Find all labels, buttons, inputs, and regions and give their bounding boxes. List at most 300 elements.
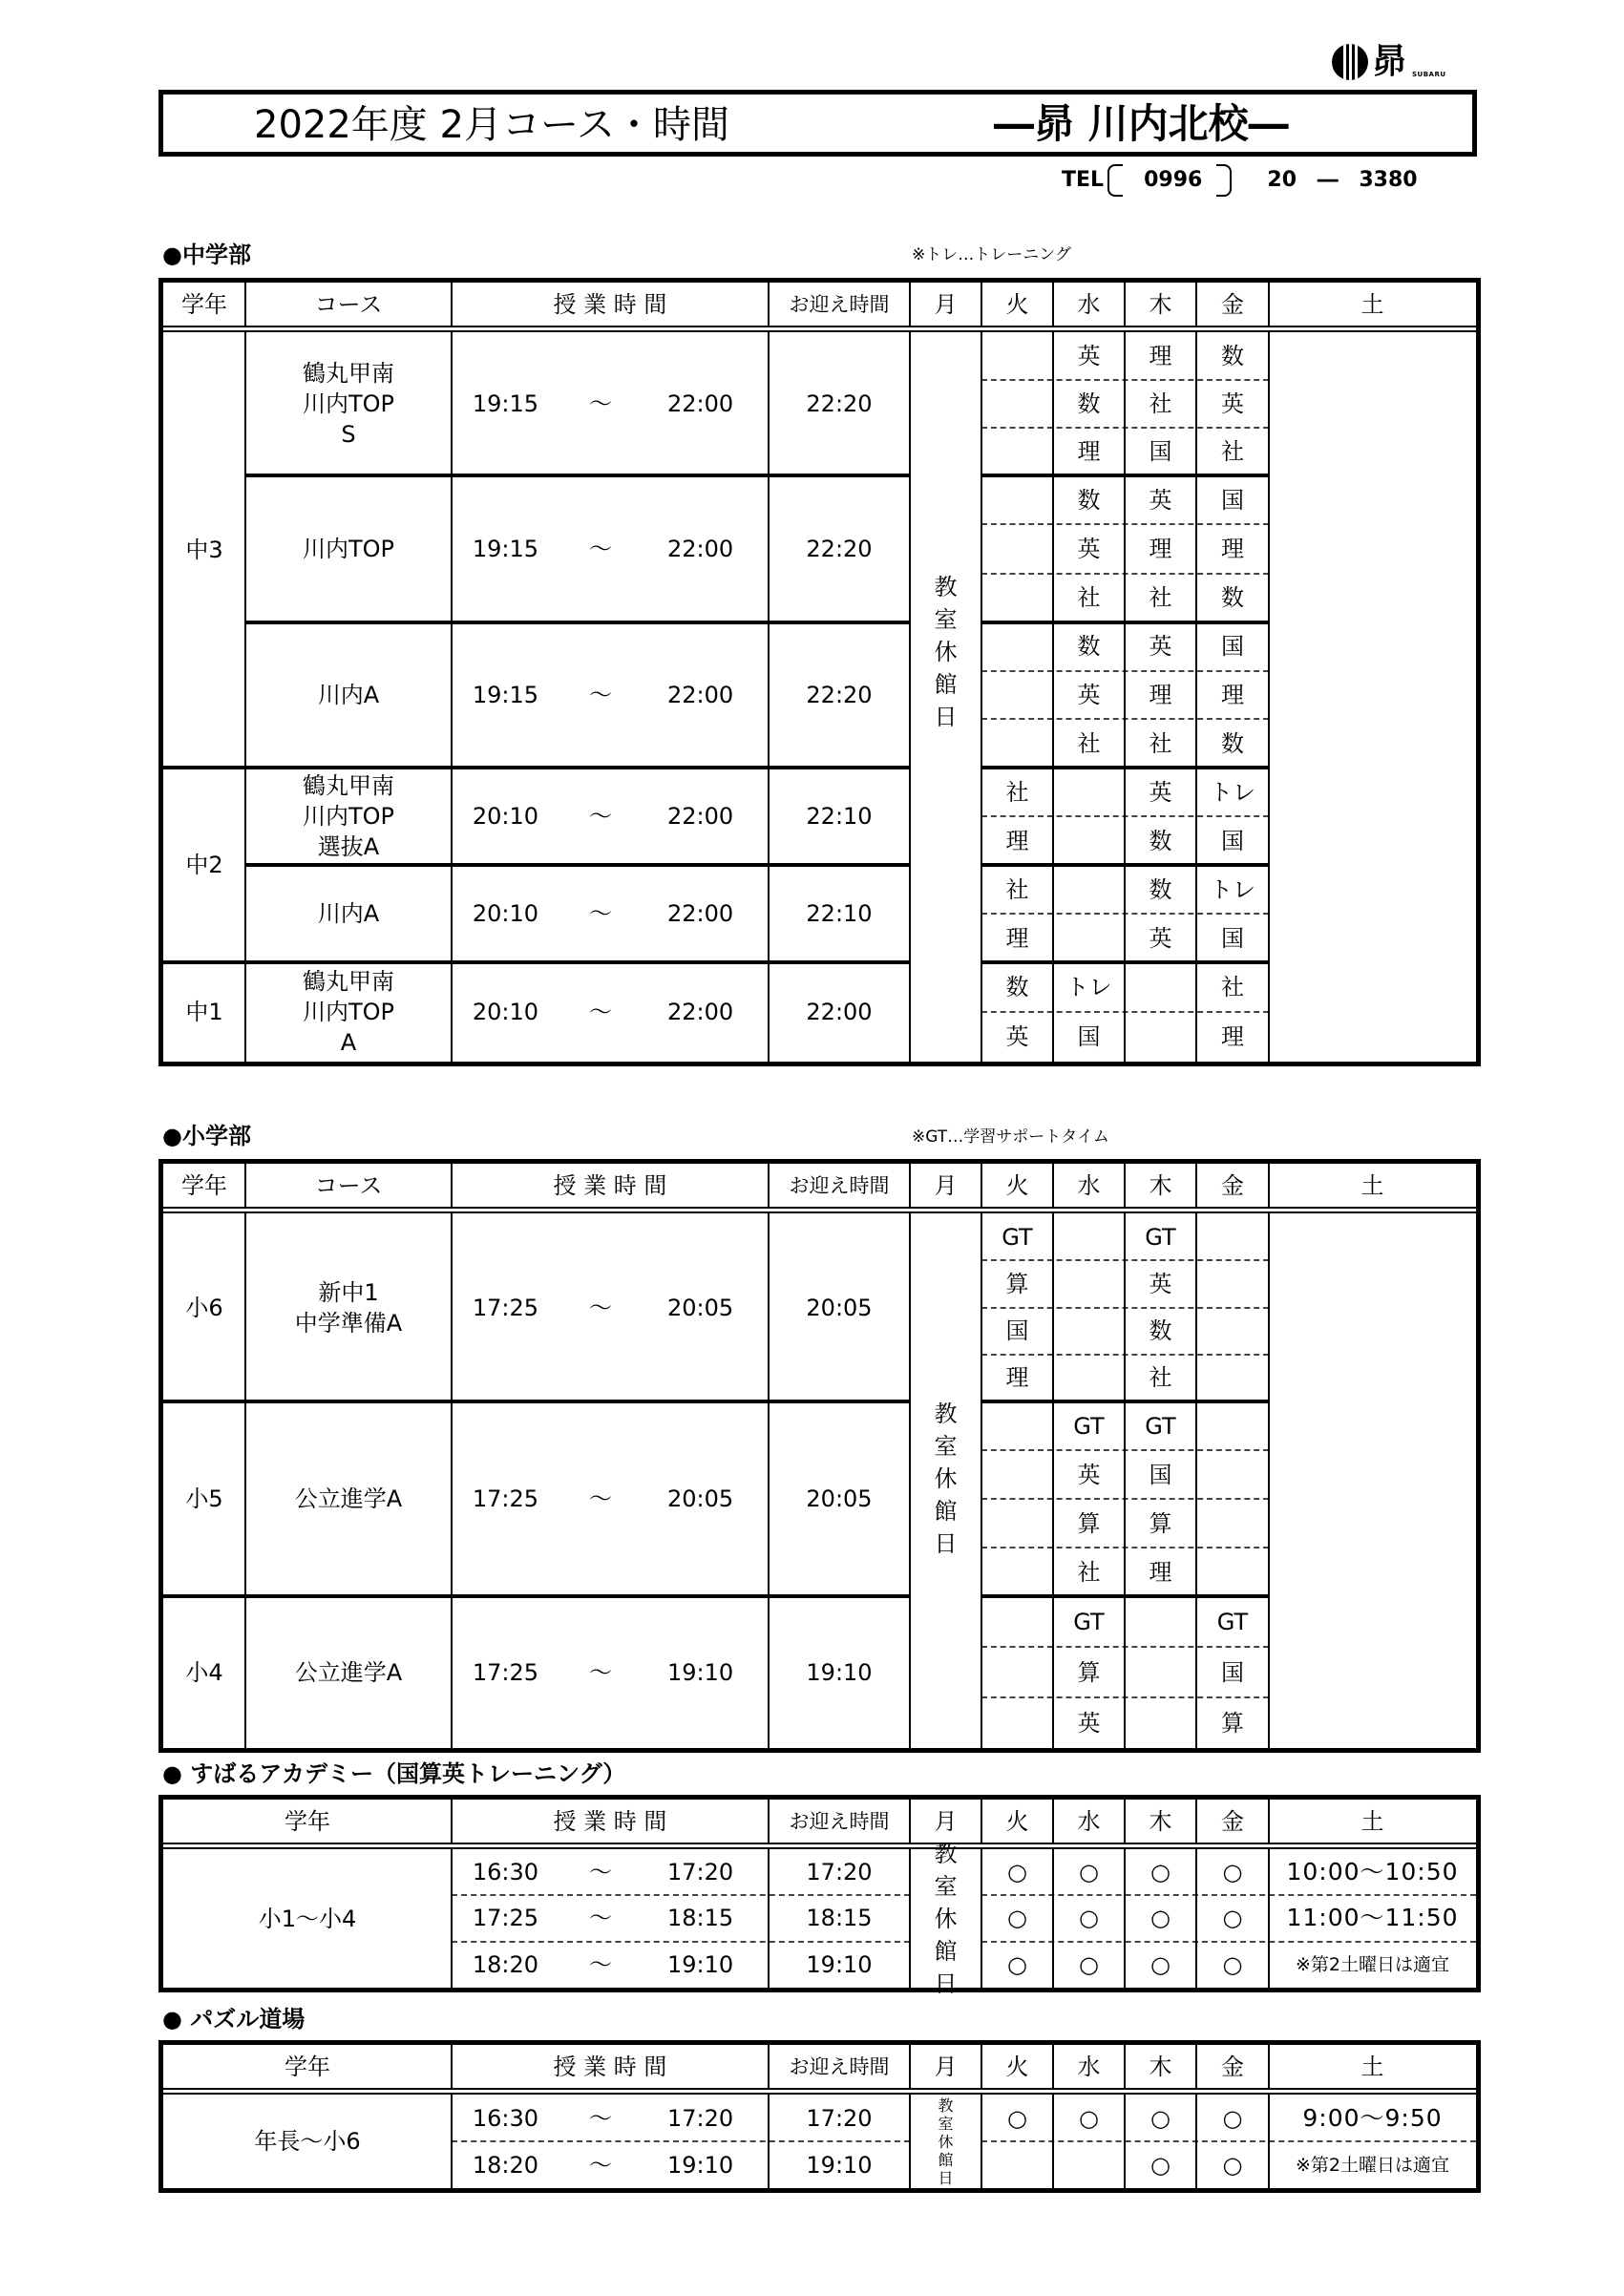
- subject-slot: 英: [1077, 535, 1101, 562]
- subject-slot: [1196, 1450, 1269, 1499]
- vertical-rule: [451, 1800, 453, 1843]
- vertical-rule: [244, 1213, 246, 1748]
- course-tilde: ～: [589, 1658, 613, 1686]
- subject-slot: [981, 380, 1053, 428]
- attendance-mark: ○: [1150, 1859, 1171, 1886]
- session-pickup: 19:10: [806, 2151, 873, 2179]
- attendance-mark: ○: [1150, 1905, 1171, 1932]
- vertical-rule: [909, 1849, 911, 1988]
- vertical-rule: [1052, 2095, 1054, 2188]
- closed-day-char: 教: [938, 2096, 954, 2115]
- subject-slot: 国: [1221, 827, 1244, 854]
- header-day-1: 火: [1005, 1172, 1029, 1199]
- header-course: コース: [314, 1172, 383, 1199]
- course-name: [245, 622, 452, 768]
- header-class-time: 授 業 時 間: [553, 291, 667, 318]
- subject-slot: トレ: [1210, 875, 1255, 903]
- subject-slot: 数: [1005, 974, 1029, 1001]
- header-grade: 学年: [181, 291, 227, 318]
- vertical-rule: [909, 1213, 911, 1748]
- vertical-rule: [909, 1800, 911, 1843]
- vertical-rule: [451, 283, 453, 326]
- vertical-rule: [1195, 2045, 1197, 2089]
- logo-subtitle: SUBARU: [1412, 71, 1446, 78]
- subject-slot: 英: [1077, 1461, 1101, 1488]
- attendance-mark: [981, 2141, 1053, 2188]
- vertical-rule: [1268, 1164, 1270, 1208]
- grade-label: 小6: [185, 1294, 223, 1321]
- junior-high-heading: ●中学部: [162, 242, 251, 268]
- elementary-heading: ●小学部: [162, 1123, 251, 1149]
- session-end: 19:10: [667, 2151, 734, 2179]
- subject-slot: 社: [1077, 584, 1101, 612]
- closed-day-char: 館: [938, 2150, 954, 2169]
- academy-table: [158, 1795, 1481, 1997]
- subject-slot: [981, 428, 1053, 475]
- header-day-1: 火: [1005, 291, 1029, 318]
- vertical-rule: [1195, 1800, 1197, 1843]
- subject-slot: 社: [1005, 778, 1029, 806]
- subject-slot: 社: [1221, 438, 1244, 465]
- vertical-rule: [1195, 1849, 1197, 1988]
- vertical-rule: [768, 1800, 770, 1843]
- vertical-rule: [451, 332, 453, 1062]
- header-double-rule: [163, 326, 1476, 332]
- closed-day-char: 休: [938, 2132, 954, 2151]
- vertical-rule: [981, 2045, 982, 2089]
- subject-slot: 算: [1077, 1509, 1101, 1537]
- vertical-rule: [1195, 332, 1197, 1062]
- course-name-line: 新中1: [318, 1278, 379, 1306]
- vertical-rule: [1268, 283, 1270, 326]
- vertical-rule: [981, 1164, 982, 1208]
- subject-slot: [981, 1697, 1053, 1748]
- subject-slot: GT: [1002, 1223, 1033, 1251]
- vertical-rule: [1195, 1213, 1197, 1748]
- course-pickup: 22:20: [806, 682, 873, 708]
- session-end: 18:15: [667, 1905, 734, 1932]
- dashed-divider: [981, 2140, 1476, 2142]
- subject-slot: [1196, 1213, 1269, 1260]
- closed-day-monday: [910, 571, 981, 733]
- tel-dash: ―: [1317, 168, 1339, 192]
- header-double-rule: [163, 2088, 1476, 2095]
- subject-slot: [981, 1647, 1053, 1697]
- attendance-mark: ○: [1222, 2151, 1243, 2179]
- dashed-divider: [452, 2140, 910, 2142]
- header-day-5: 土: [1360, 291, 1384, 318]
- header-day-1: 火: [1005, 1808, 1029, 1835]
- dashed-divider: [981, 1894, 1476, 1896]
- subject-slot: 国: [1149, 1461, 1172, 1488]
- subject-slot: 国: [1221, 1658, 1244, 1686]
- horizontal-rule: [245, 474, 910, 477]
- header-day-4: 金: [1221, 1808, 1244, 1835]
- vertical-rule: [1268, 1800, 1270, 1843]
- header-day-5: 土: [1360, 1808, 1384, 1835]
- closed-day-char: 休: [934, 639, 958, 665]
- subject-slot: [1053, 1308, 1125, 1355]
- closed-day-char: 館: [934, 1498, 958, 1525]
- vertical-rule: [1268, 2095, 1270, 2188]
- attendance-mark: ○: [1079, 1950, 1099, 1978]
- grade-label: 小4: [185, 1658, 223, 1686]
- vertical-rule: [1052, 332, 1054, 1062]
- horizontal-rule: [245, 863, 910, 867]
- course-name: [245, 768, 452, 865]
- subject-slot: 英: [1077, 681, 1101, 708]
- subject-slot: [1196, 1401, 1269, 1450]
- subject-slot: [1125, 962, 1196, 1012]
- course-pickup: 22:10: [806, 803, 873, 830]
- course-name: [245, 1596, 452, 1748]
- subject-slot: 算: [1005, 1270, 1029, 1297]
- subject-slot: [1053, 816, 1125, 865]
- subject-slot: [981, 1499, 1053, 1548]
- header-grade: 学年: [181, 1172, 227, 1199]
- subject-slot: 理: [1005, 924, 1029, 952]
- course-start: 17:25: [472, 1294, 539, 1321]
- header-day-2: 水: [1077, 2054, 1101, 2080]
- saturday-time: ※第2土曜日は適宜: [1295, 1953, 1449, 1975]
- closed-day-char: 室: [934, 606, 958, 633]
- session-tilde: ～: [589, 1905, 613, 1932]
- saturday-time: ※第2土曜日は適宜: [1295, 2154, 1449, 2176]
- course-start: 19:15: [472, 390, 539, 417]
- subject-slot: 英: [1005, 1023, 1029, 1050]
- header-day-0: 月: [934, 1172, 958, 1199]
- header-class-time: 授 業 時 間: [553, 1172, 667, 1199]
- subject-slot: 国: [1149, 438, 1172, 465]
- course-name-line: 選抜A: [317, 833, 380, 860]
- subject-slot: [1053, 1355, 1125, 1401]
- subject-slot: 数: [1149, 1317, 1172, 1345]
- vertical-rule: [1124, 283, 1126, 326]
- course-start: 19:15: [472, 682, 539, 708]
- vertical-rule: [1195, 283, 1197, 326]
- session-start: 18:20: [472, 1950, 539, 1978]
- header-day-2: 水: [1077, 291, 1101, 318]
- header-pickup: お迎え時間: [789, 1174, 890, 1197]
- subject-slot: [1053, 1260, 1125, 1307]
- attendance-mark: ○: [1150, 2151, 1171, 2179]
- course-name-line: 川内TOP: [302, 536, 395, 562]
- vertical-rule: [1124, 1800, 1126, 1843]
- closed-day-char: 日: [938, 2168, 954, 2187]
- subject-slot: 理: [1149, 1558, 1172, 1586]
- subject-slot: 社: [1149, 584, 1172, 612]
- dashed-divider: [452, 1894, 910, 1896]
- vertical-rule: [1052, 1800, 1054, 1843]
- subject-slot: [1053, 865, 1125, 914]
- vertical-rule: [1268, 1213, 1270, 1748]
- vertical-rule: [981, 1849, 982, 1988]
- course-name: [245, 865, 452, 962]
- course-name-line: 鶴丸甲南: [303, 772, 394, 799]
- subject-slot: GT: [1073, 1608, 1105, 1635]
- tel-label: TEL: [1062, 168, 1105, 192]
- vertical-rule: [909, 2045, 911, 2089]
- course-start: 20:10: [472, 999, 539, 1025]
- course-tilde: ～: [589, 536, 613, 562]
- header-day-4: 金: [1221, 1172, 1244, 1199]
- session-tilde: ～: [589, 2104, 613, 2132]
- junior-high-table: [158, 278, 1481, 1066]
- course-name: [245, 475, 452, 622]
- subject-slot: 算: [1077, 1658, 1101, 1686]
- closed-day-char: 教: [934, 1840, 958, 1867]
- course-name: [245, 332, 452, 475]
- subject-slot: 社: [1077, 1558, 1101, 1586]
- subject-slot: [981, 332, 1053, 380]
- header-pickup: お迎え時間: [789, 293, 890, 316]
- session-tilde: ～: [589, 2151, 613, 2179]
- vertical-rule: [451, 1164, 453, 1208]
- session-start: 17:25: [472, 1905, 539, 1932]
- horizontal-rule: [163, 960, 910, 964]
- vertical-rule: [909, 1164, 911, 1208]
- course-tilde: ～: [589, 390, 613, 417]
- subject-slot: 理: [1149, 343, 1172, 369]
- subject-slot: [1053, 1213, 1125, 1260]
- course-pickup: 22:20: [806, 390, 873, 417]
- subject-slot: 英: [1149, 486, 1172, 514]
- closed-day-monday: [910, 1840, 981, 1997]
- header-day-4: 金: [1221, 291, 1244, 318]
- vertical-rule: [1052, 1164, 1054, 1208]
- vertical-rule: [1268, 332, 1270, 1062]
- subject-slot: 理: [1149, 535, 1172, 562]
- attendance-mark: ○: [1222, 2104, 1243, 2132]
- grade-label: 小1～小4: [258, 1905, 357, 1932]
- subject-slot: 理: [1221, 535, 1244, 562]
- course-name-line: 中学準備A: [294, 1309, 403, 1337]
- subject-slot: 国: [1005, 1317, 1029, 1345]
- subject-slot: [981, 1450, 1053, 1499]
- course-tilde: ～: [589, 1485, 613, 1512]
- course-name: [245, 962, 452, 1062]
- header-day-0: 月: [934, 1808, 958, 1835]
- grade-label: 中3: [185, 537, 223, 563]
- header-pickup: お迎え時間: [789, 1810, 890, 1833]
- course-start: 19:15: [472, 536, 539, 562]
- tel-number: 3380: [1359, 168, 1418, 192]
- subject-slot: [1125, 1012, 1196, 1062]
- course-tilde: ～: [589, 900, 613, 927]
- course-tilde: ～: [589, 682, 613, 708]
- subject-slot: [1196, 1260, 1269, 1307]
- course-name: [245, 1213, 452, 1401]
- subject-slot: [1125, 1647, 1196, 1697]
- course-pickup: 22:20: [806, 536, 873, 562]
- session-start: 18:20: [472, 2151, 539, 2179]
- subject-slot: 英: [1149, 1270, 1172, 1297]
- tel-area-code: 0996: [1144, 168, 1203, 192]
- course-name-line: A: [340, 1029, 357, 1056]
- subject-slot: トレ: [1065, 974, 1112, 1001]
- closed-day-monday: [910, 1393, 981, 1565]
- subject-slot: 社: [1149, 1364, 1172, 1392]
- subject-slot: 理: [1149, 681, 1172, 708]
- horizontal-rule: [163, 1400, 910, 1403]
- elementary-note: ※GT…学習サポートタイム: [912, 1127, 1109, 1147]
- closed-day-char: 館: [934, 671, 958, 698]
- course-end: 20:05: [667, 1294, 734, 1321]
- vertical-rule: [981, 1800, 982, 1843]
- vertical-rule: [244, 283, 246, 326]
- course-pickup: 20:05: [806, 1294, 873, 1321]
- course-end: 19:10: [667, 1658, 734, 1686]
- junior-high-note: ※トレ…トレーニング: [912, 245, 1071, 264]
- attendance-mark: ○: [1222, 1905, 1243, 1932]
- subject-slot: 英: [1221, 390, 1244, 417]
- subject-slot: 理: [1005, 1364, 1029, 1392]
- subject-slot: 国: [1077, 1023, 1101, 1050]
- subject-slot: 社: [1005, 875, 1029, 903]
- puzzle-heading: ● パズル道場: [162, 2006, 306, 2033]
- header-day-3: 木: [1149, 1808, 1172, 1835]
- subject-slot: [981, 719, 1053, 768]
- subject-slot: 数: [1221, 729, 1244, 757]
- closed-day-char: 館: [934, 1937, 958, 1965]
- closed-day-char: 休: [934, 1465, 958, 1492]
- header-grade: 学年: [285, 1808, 330, 1835]
- vertical-rule: [1052, 283, 1054, 326]
- vertical-rule: [1124, 1849, 1126, 1988]
- subject-slot: 理: [1077, 438, 1101, 465]
- vertical-rule: [1052, 1849, 1054, 1988]
- subject-slot: GT: [1145, 1223, 1176, 1251]
- subject-slot: 社: [1221, 974, 1244, 1001]
- course-start: 17:25: [472, 1658, 539, 1686]
- attendance-mark: ○: [1007, 1950, 1027, 1978]
- vertical-rule: [1124, 1164, 1126, 1208]
- subject-slot: 英: [1077, 343, 1101, 369]
- subject-slot: トレ: [1210, 778, 1255, 806]
- vertical-rule: [909, 2095, 911, 2188]
- closed-day-char: 室: [934, 1433, 958, 1460]
- session-pickup: 17:20: [806, 1859, 873, 1886]
- header-day-2: 水: [1077, 1808, 1101, 1835]
- subject-slot: 理: [1005, 827, 1029, 854]
- header-day-4: 金: [1221, 2054, 1244, 2080]
- vertical-rule: [1195, 1164, 1197, 1208]
- course-start: 20:10: [472, 900, 539, 927]
- course-end: 22:00: [667, 682, 734, 708]
- subject-slot: 国: [1221, 924, 1244, 952]
- session-start: 16:30: [472, 1859, 539, 1886]
- subject-slot: 英: [1149, 633, 1172, 661]
- course-tilde: ～: [589, 999, 613, 1025]
- subject-slot: [1196, 1499, 1269, 1548]
- course-pickup: 20:05: [806, 1485, 873, 1512]
- subject-slot: GT: [1073, 1412, 1105, 1440]
- vertical-rule: [768, 1164, 770, 1208]
- header-class-time: 授 業 時 間: [553, 1808, 667, 1835]
- subject-slot: [1053, 768, 1125, 816]
- vertical-rule: [1124, 1213, 1126, 1748]
- header-day-1: 火: [1005, 2054, 1029, 2080]
- attendance-mark: ○: [1007, 1905, 1027, 1932]
- session-end: 19:10: [667, 1950, 734, 1978]
- course-name-line: 公立進学A: [294, 1485, 403, 1512]
- vertical-rule: [451, 1849, 453, 1988]
- session-tilde: ～: [589, 1859, 613, 1886]
- saturday-time: 10:00～10:50: [1286, 1858, 1459, 1886]
- session-pickup: 17:20: [806, 2104, 873, 2132]
- subject-slot: 理: [1221, 681, 1244, 708]
- subject-slot: 社: [1149, 390, 1172, 417]
- saturday-time: 11:00～11:50: [1286, 1904, 1459, 1932]
- vertical-rule: [768, 283, 770, 326]
- closed-day-char: 日: [934, 704, 958, 730]
- header-day-3: 木: [1149, 291, 1172, 318]
- subject-slot: 国: [1221, 486, 1244, 514]
- attendance-mark: ○: [1007, 2104, 1027, 2132]
- course-name-line: S: [341, 421, 356, 448]
- vertical-rule: [768, 2095, 770, 2188]
- vertical-rule: [981, 283, 982, 326]
- subject-slot: [981, 1596, 1053, 1647]
- paren-left: [1107, 164, 1123, 197]
- subject-slot: 数: [1221, 343, 1244, 369]
- attendance-mark: ○: [1222, 1950, 1243, 1978]
- header-double-rule: [163, 1207, 1476, 1213]
- vertical-rule: [1124, 2095, 1126, 2188]
- header-course: コース: [314, 291, 383, 318]
- vertical-rule: [981, 332, 982, 1062]
- attendance-mark: [1053, 2141, 1125, 2188]
- course-end: 22:00: [667, 536, 734, 562]
- horizontal-rule: [163, 1594, 910, 1598]
- course-end: 22:00: [667, 390, 734, 417]
- subject-slot: [981, 1401, 1053, 1450]
- subject-slot: [1196, 1355, 1269, 1401]
- course-end: 22:00: [667, 803, 734, 830]
- grade-label: 中1: [185, 999, 223, 1025]
- course-tilde: ～: [589, 803, 613, 830]
- vertical-rule: [244, 332, 246, 1062]
- phone-number: [1062, 164, 1418, 199]
- header-day-5: 土: [1360, 1172, 1384, 1199]
- vertical-rule: [981, 2095, 982, 2188]
- subject-slot: [981, 475, 1053, 524]
- subject-slot: [1196, 1308, 1269, 1355]
- course-name-line: 鶴丸甲南: [303, 968, 394, 995]
- vertical-rule: [909, 332, 911, 1062]
- elementary-table: [158, 1159, 1481, 1753]
- subject-slot: 英: [1149, 924, 1172, 952]
- course-start: 17:25: [472, 1485, 539, 1512]
- attendance-mark: ○: [1079, 1905, 1099, 1932]
- vertical-rule: [768, 1849, 770, 1988]
- subject-slot: [981, 524, 1053, 573]
- vertical-rule: [244, 1164, 246, 1208]
- session-pickup: 19:10: [806, 1950, 873, 1978]
- subject-slot: [981, 1548, 1053, 1596]
- header-double-rule: [163, 1843, 1476, 1849]
- vertical-rule: [1268, 1849, 1270, 1988]
- session-start: 16:30: [472, 2104, 539, 2132]
- subject-slot: 理: [1221, 1023, 1244, 1050]
- vertical-rule: [768, 2045, 770, 2089]
- header-day-0: 月: [934, 291, 958, 318]
- vertical-rule: [981, 1213, 982, 1748]
- vertical-rule: [1052, 1213, 1054, 1748]
- subject-slot: 算: [1149, 1509, 1172, 1537]
- puzzle-table: [158, 2040, 1481, 2193]
- vertical-rule: [1124, 332, 1126, 1062]
